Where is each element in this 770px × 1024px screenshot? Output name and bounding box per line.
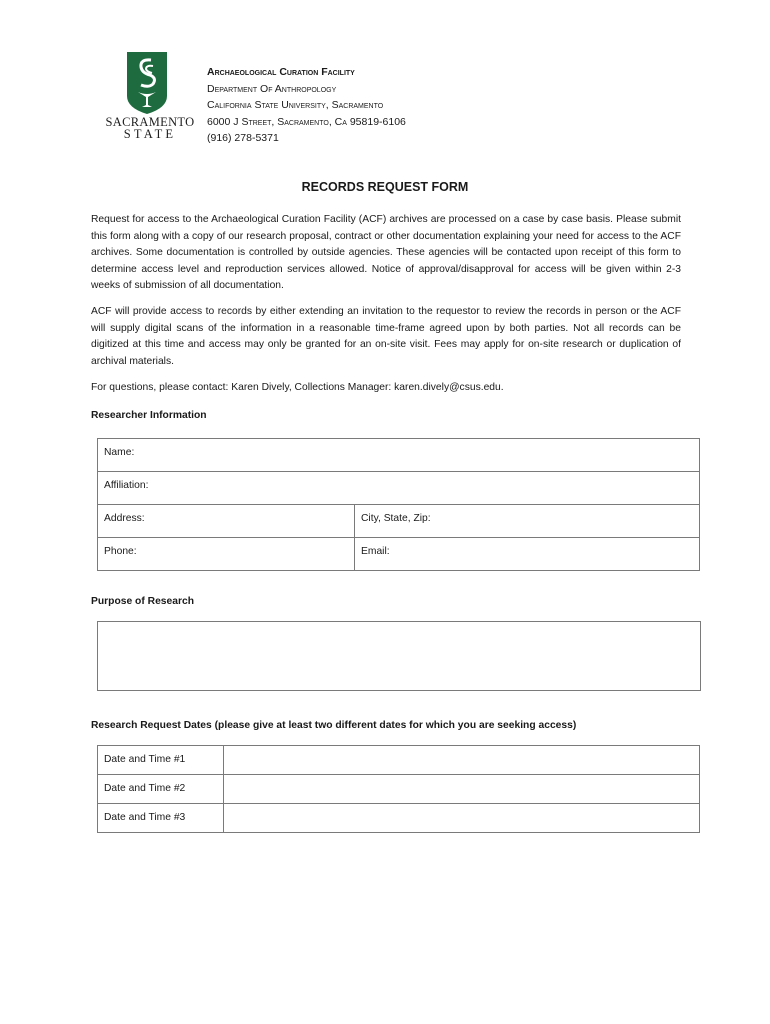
date-time-3-field[interactable] (224, 804, 700, 833)
date-time-1-field[interactable] (224, 746, 700, 775)
date-label-cell (98, 804, 224, 833)
date-time-2-field[interactable] (224, 775, 700, 804)
email-field[interactable] (355, 538, 700, 571)
org-address-block (207, 64, 406, 147)
name-field[interactable] (98, 439, 700, 472)
researcher-info-table (97, 438, 700, 571)
intro-paragraph: Request for access to the Archaeological Curation Facility (ACF) archives are processed on a case by case basis. Please submit this form along with a copy of our research proposal, contract or other documentation explaining your need for access to the ACF archives. Some documentation is controlled by outside agencies. These agencies will be contacted upon receipt of this form to determine access level and reproduction services allowed. Notice of approval/disapproval for access will be given within 2-3 weeks of submission of all documentation. (91, 214, 681, 291)
org-name: Archaeological Curation Facility (207, 66, 355, 78)
org-department: Department Of Anthropology (207, 82, 337, 95)
sacramento-state-logo (104, 52, 196, 146)
affiliation-label: Affiliation: (104, 480, 149, 491)
logo-line1: SACRAMENTO (105, 115, 195, 129)
date-time-1-label: Date and Time #1 (104, 754, 186, 765)
city-state-zip-label: City, State, Zip: (361, 513, 431, 524)
shield-logo-icon (126, 52, 168, 114)
email-label: Email: (361, 546, 390, 557)
access-paragraph: ACF will provide access to records by either extending an invitation to the requestor to review the records in person or the ACF will supply digital scans of the information in a reasonable time-frame agreed upon by both parties. Not all records can be digitized at this time and access may only be granted for an on-site visit. Fees may apply for on-site research or duplication of archival materials. (91, 306, 681, 367)
date-time-2-label: Date and Time #2 (104, 783, 186, 794)
address-field[interactable] (98, 505, 355, 538)
phone-field[interactable] (98, 538, 355, 571)
date-label-cell (98, 746, 224, 775)
logo-line2: STATE (123, 127, 177, 141)
affiliation-field[interactable] (98, 472, 700, 505)
date-time-3-label: Date and Time #3 (104, 812, 186, 823)
city-state-zip-field[interactable] (355, 505, 700, 538)
date-label-cell (98, 775, 224, 804)
purpose-heading: Purpose of Research (91, 596, 195, 607)
dates-heading: Research Request Dates (please give at least two different dates for which you are seeking access) (91, 720, 577, 731)
purpose-textarea[interactable] (97, 621, 701, 691)
researcher-info-heading: Researcher Information (91, 410, 207, 421)
logo-wordmark (104, 116, 196, 140)
name-label: Name: (104, 447, 135, 458)
org-university: California State University, Sacramento (207, 99, 384, 111)
org-address: 6000 J Street, Sacramento, Ca 95819-6106 (207, 115, 406, 128)
org-phone: (916) 278-5371 (207, 132, 279, 144)
address-label: Address: (104, 513, 145, 524)
contact-paragraph: For questions, please contact: Karen Dively, Collections Manager: karen.dively@csus.edu. (91, 382, 504, 393)
dates-table (97, 745, 700, 833)
phone-label: Phone: (104, 546, 137, 557)
form-title: RECORDS REQUEST FORM (301, 180, 469, 194)
